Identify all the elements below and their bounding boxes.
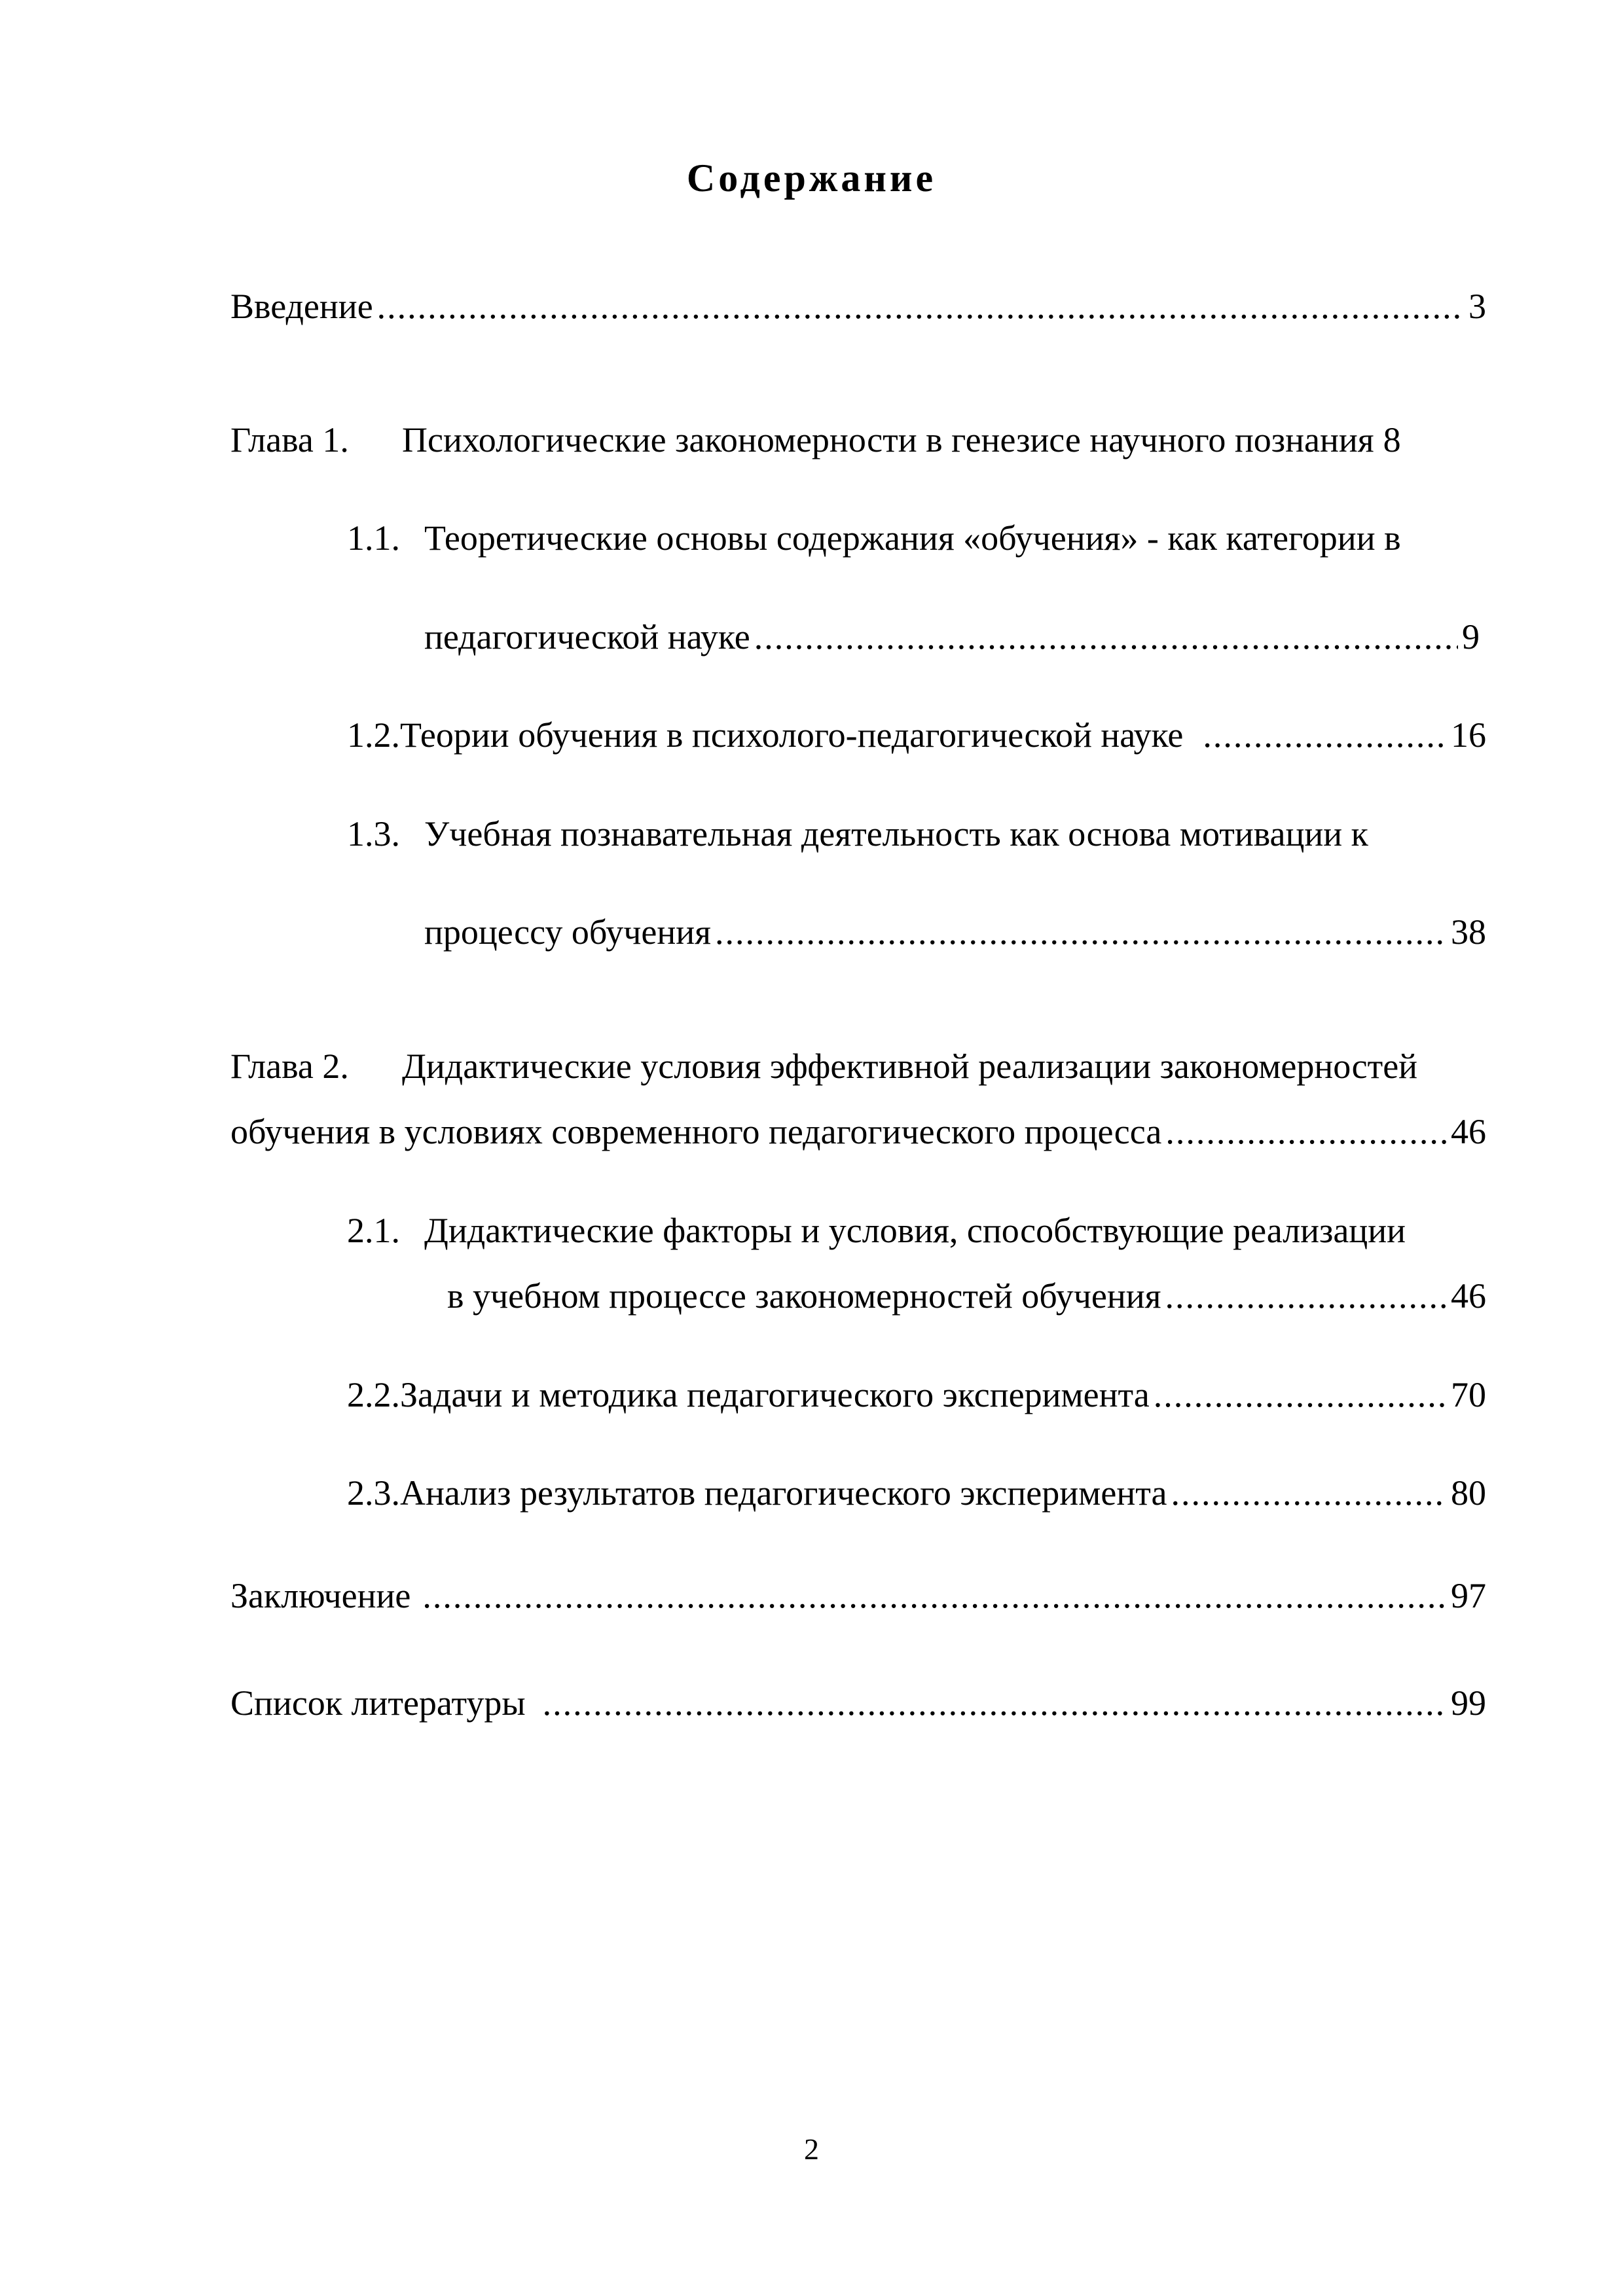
toc-entry-text: в учебном процессе закономерностей обучения bbox=[447, 1276, 1161, 1316]
chapter-label: Глава 2. bbox=[230, 1047, 349, 1086]
dot-leader bbox=[1203, 712, 1447, 758]
toc-entry-1-1-continuation[interactable] bbox=[424, 614, 1480, 660]
toc-entry-2-1-continuation[interactable] bbox=[447, 1273, 1486, 1319]
toc-entry-intro[interactable] bbox=[230, 283, 1486, 329]
toc-entry-text: Список литературы bbox=[230, 1683, 526, 1723]
toc-entry-text: процессу обучения bbox=[424, 912, 712, 952]
toc-entry-text: педагогической науке bbox=[424, 617, 750, 656]
dot-leader bbox=[1165, 1109, 1447, 1155]
toc-entry-references[interactable] bbox=[230, 1680, 1486, 1726]
toc-page-number: 38 bbox=[1451, 912, 1486, 952]
toc-entry-2-2[interactable] bbox=[347, 1372, 1486, 1418]
dot-leader bbox=[422, 1573, 1447, 1619]
toc-page-number: 70 bbox=[1451, 1375, 1486, 1414]
dot-leader bbox=[715, 909, 1447, 955]
toc-entry-text: Заключение bbox=[230, 1576, 411, 1615]
toc-entry-text: Дидактические факторы и условия, способствующие реализации bbox=[424, 1211, 1406, 1250]
toc-page-number: 46 bbox=[1451, 1276, 1486, 1316]
toc-page-number: 8 bbox=[1383, 420, 1401, 459]
toc-entry-1-3[interactable] bbox=[347, 811, 1368, 857]
toc-page-number: 46 bbox=[1451, 1112, 1486, 1151]
toc-entry-chapter-2-continuation[interactable] bbox=[230, 1109, 1486, 1155]
toc-entry-text: Психологические закономерности в генезисе научного познания bbox=[402, 420, 1374, 459]
toc-entry-text: обучения в условиях современного педагогического процесса bbox=[230, 1112, 1162, 1151]
dot-leader bbox=[1165, 1273, 1447, 1319]
section-number: 1.3. bbox=[347, 814, 400, 853]
toc-entry-conclusion[interactable] bbox=[230, 1573, 1486, 1619]
section-number: 1.1. bbox=[347, 518, 400, 558]
dot-leader bbox=[377, 283, 1465, 329]
toc-page-number: 16 bbox=[1451, 715, 1486, 755]
dot-leader bbox=[543, 1680, 1447, 1726]
toc-entry-2-3[interactable] bbox=[347, 1470, 1486, 1516]
toc-entry-text: Учебная познавательная деятельность как основа мотивации к bbox=[424, 814, 1368, 853]
section-number: 1.2. bbox=[347, 715, 400, 755]
toc-entry-text: Теории обучения в психолого-педагогической науке bbox=[400, 715, 1184, 755]
page-title: Содержание bbox=[686, 156, 937, 200]
toc-entry-text: Задачи и методика педагогического эксперимента bbox=[400, 1375, 1150, 1414]
chapter-label: Глава 1. bbox=[230, 420, 349, 459]
dot-leader bbox=[1154, 1372, 1447, 1418]
section-number: 2.2. bbox=[347, 1375, 400, 1414]
toc-entry-1-1[interactable] bbox=[347, 515, 1401, 561]
section-number: 2.3. bbox=[347, 1473, 400, 1513]
toc-page-number: 9 bbox=[1462, 617, 1480, 656]
section-number: 2.1. bbox=[347, 1211, 400, 1250]
toc-page-number: 3 bbox=[1468, 287, 1486, 326]
toc-page-number: 97 bbox=[1451, 1576, 1486, 1615]
toc-page-number: 80 bbox=[1451, 1473, 1486, 1513]
page-number: 2 bbox=[804, 2132, 819, 2166]
toc-entry-1-2[interactable] bbox=[347, 712, 1486, 758]
toc-entry-chapter-2[interactable] bbox=[230, 1043, 1417, 1089]
toc-page-number: 99 bbox=[1451, 1683, 1486, 1723]
toc-entry-chapter-1[interactable] bbox=[230, 417, 1486, 463]
dot-leader bbox=[754, 614, 1458, 660]
toc-entry-text: Теоретические основы содержания «обучения» - как категории в bbox=[424, 518, 1401, 558]
toc-entry-2-1[interactable] bbox=[347, 1208, 1406, 1253]
dot-leader bbox=[1171, 1470, 1447, 1516]
toc-entry-text: Анализ результатов педагогического эксперимента bbox=[400, 1473, 1167, 1513]
toc-entry-1-3-continuation[interactable] bbox=[424, 909, 1486, 955]
toc-entry-text: Введение bbox=[230, 287, 373, 326]
toc-entry-text: Дидактические условия эффективной реализации закономерностей bbox=[402, 1047, 1418, 1086]
